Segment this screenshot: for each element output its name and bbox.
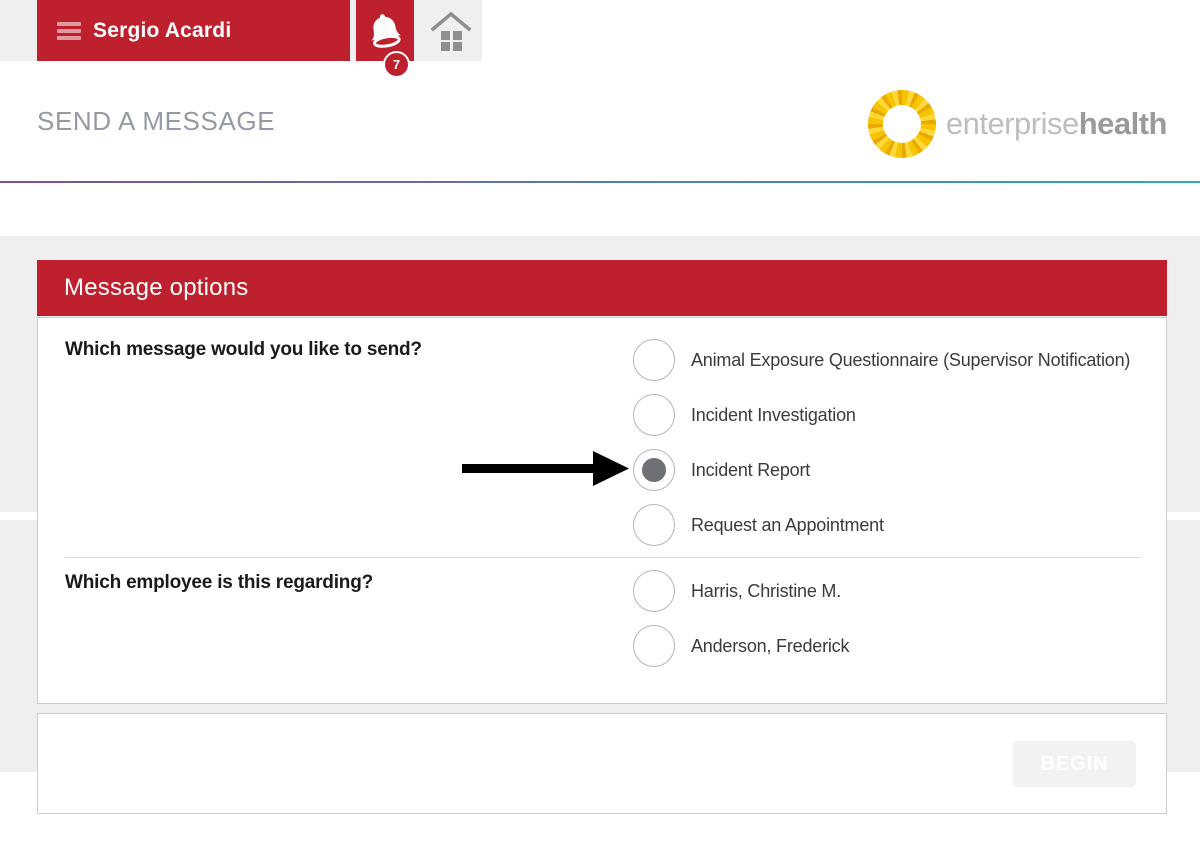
hamburger-menu-icon[interactable] [57,22,81,40]
question-message-type: Which message would you like to send? [65,339,422,360]
footer-panel [37,713,1167,814]
radio-button-animal-exposure[interactable] [633,339,675,381]
radio-button-incident-report[interactable] [633,449,675,491]
pointer-arrow-annotation [458,449,630,487]
accent-divider [0,181,1200,183]
enterprise-health-logo [868,90,1167,158]
notifications-button[interactable] [356,0,414,72]
radio-option-incident-investigation[interactable] [633,393,856,437]
bell-icon [365,9,405,52]
radio-option-harris-christine[interactable] [633,569,841,613]
radio-label-incident-report: Incident Report [691,459,811,480]
radio-button-harris-christine[interactable] [633,570,675,612]
notification-count-badge: 7 [383,51,410,78]
logo-text-enterprise: enterprise [945,106,1079,141]
radio-option-request-appointment[interactable] [633,503,884,547]
radio-option-incident-report[interactable] [633,448,810,492]
question-divider [65,557,1141,558]
logo-text-health: health [1078,106,1167,141]
radio-button-request-appointment[interactable] [633,504,675,546]
begin-button[interactable]: BEGIN [1013,741,1136,787]
radio-label-anderson-frederick: Anderson, Frederick [691,635,850,656]
panel-title: Message options [64,274,249,301]
panel-header [37,260,1167,316]
radio-option-animal-exposure[interactable] [633,338,1130,382]
page-title: SEND A MESSAGE [37,106,276,136]
question-employee: Which employee is this regarding? [65,572,374,593]
message-options-form [37,317,1167,704]
user-name: Sergio Acardi [93,18,232,42]
radio-label-harris-christine: Harris, Christine M. [691,580,842,601]
radio-label-animal-exposure: Animal Exposure Questionnaire (Supervisor Notification) [691,349,1131,370]
radio-button-incident-investigation[interactable] [633,394,675,436]
user-menu[interactable] [37,0,350,61]
radio-label-incident-investigation: Incident Investigation [691,404,856,425]
radio-label-request-appointment: Request an Appointment [691,514,884,535]
sun-logo-icon [868,90,936,158]
radio-option-anderson-frederick[interactable] [633,624,849,668]
radio-button-anderson-frederick[interactable] [633,625,675,667]
home-button[interactable] [419,0,482,61]
logo-text [946,106,1167,142]
home-icon [428,10,474,52]
